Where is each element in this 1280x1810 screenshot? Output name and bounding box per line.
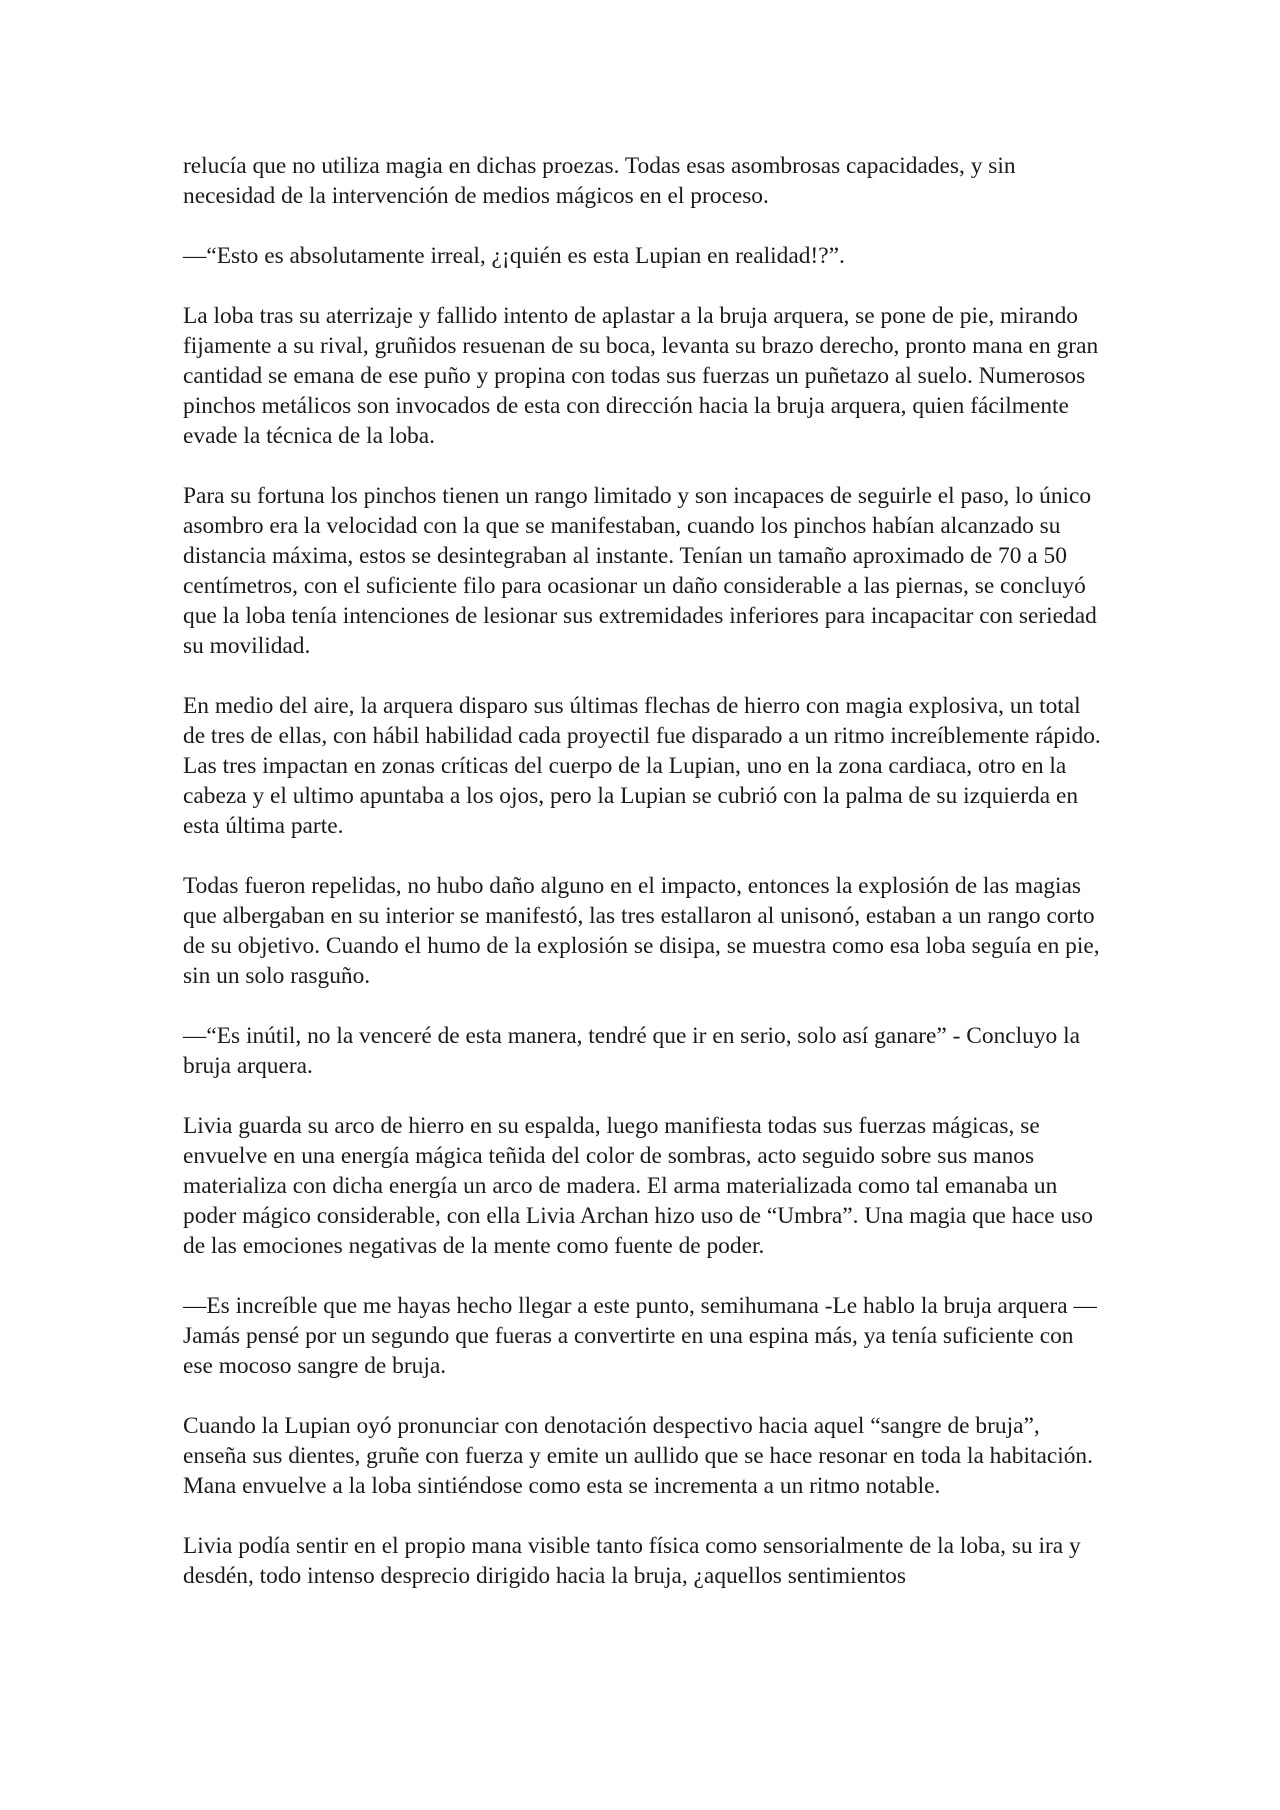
paragraph: En medio del aire, la arquera disparo sus últimas flechas de hierro con magia explosiva, un total de tres de ellas, con hábil habilidad cada proyectil fue disparado a un ritmo increíblemente rápido. Las tres impactan en zonas críticas del cuerpo de la Lupian, uno en la zona cardiaca, otro en la cabeza y el ultimo apuntaba a los ojos, pero la Lupian se cubrió con la palma de su izquierda en esta última parte. — [183, 693, 1101, 839]
paragraph: Para su fortuna los pinchos tienen un rango limitado y son incapaces de seguirle el paso, lo único asombro era la velocidad con la que se manifestaban, cuando los pinchos habían alcanzado su distancia máxima, estos se desintegraban al instante. Tenían un tamaño aproximado de 70 a 50 centímetros, con el suficiente filo para ocasionar un daño considerable a las piernas, se concluyó que la loba tenía intenciones de lesionar sus extremidades inferiores para incapacitar con seriedad su movilidad. — [183, 483, 1097, 659]
dialogue-paragraph: —“Es inútil, no la venceré de esta manera, tendré que ir en serio, solo así ganare” - Concluyo la bruja arquera. — [183, 1023, 1080, 1079]
document-body — [183, 151, 1103, 1591]
dialogue-paragraph: —“Esto es absolutamente irreal, ¿¡quién es esta Lupian en realidad!?”. — [183, 243, 845, 269]
paragraph: Todas fueron repelidas, no hubo daño alguno en el impacto, entonces la explosión de las magias que albergaban en su interior se manifestó, las tres estallaron al unisonó, estaban a un rango corto de su objetivo. Cuando el humo de la explosión se disipa, se muestra como esa loba seguía en pie, sin un solo rasguño. — [183, 873, 1100, 989]
dialogue-paragraph: —Es increíble que me hayas hecho llegar a este punto, semihumana -Le hablo la bruja arquera —Jamás pensé por un segundo que fueras a convertirte en una espina más, ya tenía suficiente con ese mocoso sangre de bruja. — [183, 1293, 1097, 1379]
paragraph: Livia guarda su arco de hierro en su espalda, luego manifiesta todas sus fuerzas mágicas, se envuelve en una energía mágica teñida del color de sombras, acto seguido sobre sus manos materializa con dicha energía un arco de madera. El arma materializada como tal emanaba un poder mágico considerable, con ella Livia Archan hizo uso de “Umbra”. Una magia que hace uso de las emociones negativas de la mente como fuente de poder. — [183, 1113, 1093, 1259]
paragraph: Livia podía sentir en el propio mana visible tanto física como sensorialmente de la loba, su ira y desdén, todo intenso desprecio dirigido hacia la bruja, ¿aquellos sentimientos — [183, 1533, 1081, 1589]
paragraph: Cuando la Lupian oyó pronunciar con denotación despectivo hacia aquel “sangre de bruja”, enseña sus dientes, gruñe con fuerza y emite un aullido que se hace resonar en toda la habitación. Mana envuelve a la loba sintiéndose como esta se incrementa a un ritmo notable. — [183, 1413, 1093, 1499]
paragraph: La loba tras su aterrizaje y fallido intento de aplastar a la bruja arquera, se pone de pie, mirando fijamente a su rival, gruñidos resuenan de su boca, levanta su brazo derecho, pronto mana en gran cantidad se emana de ese puño y propina con todas sus fuerzas un puñetazo al suelo. Numerosos pinchos metálicos son invocados de esta con dirección hacia la bruja arquera, quien fácilmente evade la técnica de la loba. — [183, 303, 1099, 449]
paragraph: relucía que no utiliza magia en dichas proezas. Todas esas asombrosas capacidades, y sin necesidad de la intervención de medios mágicos en el proceso. — [183, 153, 1016, 209]
